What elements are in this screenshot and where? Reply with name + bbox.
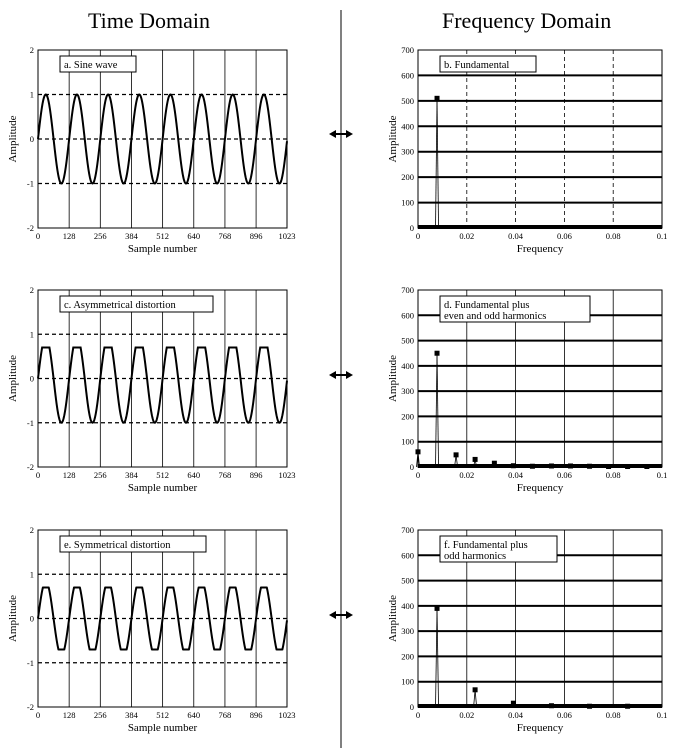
y-tick-label: 500 bbox=[401, 575, 414, 586]
y-axis-label: Amplitude bbox=[387, 115, 399, 163]
x-tick-label: 0.1 bbox=[656, 710, 668, 720]
x-tick-label: 128 bbox=[62, 231, 76, 241]
y-tick-label: 100 bbox=[401, 197, 414, 208]
y-tick-label: 700 bbox=[401, 525, 414, 535]
arrow-head-left bbox=[329, 130, 336, 138]
spectrum-point bbox=[511, 463, 516, 468]
chart-title: a. Sine wave bbox=[64, 60, 118, 71]
x-tick-label: 384 bbox=[125, 470, 138, 480]
x-tick-label: 0.04 bbox=[508, 231, 524, 241]
frequency-domain-heading: Frequency Domain bbox=[442, 8, 612, 33]
x-tick-label: 640 bbox=[187, 470, 201, 480]
spectrum-point bbox=[568, 463, 573, 468]
x-tick-label: 896 bbox=[249, 231, 263, 241]
x-tick-label: 0 bbox=[35, 710, 41, 720]
y-tick-label: 0 bbox=[29, 373, 34, 384]
y-tick-label: 2 bbox=[29, 285, 34, 295]
spectrum-point bbox=[549, 463, 554, 468]
y-tick-label: 100 bbox=[401, 436, 414, 447]
x-tick-label: 512 bbox=[156, 231, 169, 241]
y-tick-label: 600 bbox=[401, 550, 414, 561]
spectrum-point bbox=[530, 464, 535, 469]
y-tick-label: 1 bbox=[29, 89, 34, 100]
x-tick-label: 0.08 bbox=[605, 231, 621, 241]
x-tick-label: 0.04 bbox=[508, 710, 524, 720]
x-axis-label: Frequency bbox=[516, 243, 564, 255]
spectrum-point bbox=[644, 464, 649, 469]
y-axis-label: Amplitude bbox=[7, 115, 19, 163]
x-tick-label: 0.06 bbox=[556, 470, 572, 480]
y-tick-label: 400 bbox=[401, 600, 414, 611]
y-tick-label: 200 bbox=[401, 411, 414, 422]
x-tick-label: 1023 bbox=[278, 710, 296, 720]
x-axis-label: Sample number bbox=[127, 482, 198, 494]
chart-title: d. Fundamental plus bbox=[444, 300, 530, 311]
x-tick-label: 768 bbox=[218, 470, 232, 480]
chart-a bbox=[7, 45, 296, 255]
y-axis-label: Amplitude bbox=[387, 354, 399, 403]
y-tick-label: 0 bbox=[409, 702, 414, 712]
spectrum-point bbox=[454, 452, 459, 457]
y-tick-label: 400 bbox=[401, 121, 414, 132]
arrow-head-left bbox=[329, 371, 336, 379]
y-tick-label: -2 bbox=[26, 702, 34, 712]
x-tick-label: 640 bbox=[187, 231, 201, 241]
x-tick-label: 640 bbox=[187, 710, 201, 720]
y-tick-label: 400 bbox=[401, 360, 414, 371]
spectrum-point bbox=[606, 464, 611, 469]
x-tick-label: 0.1 bbox=[656, 231, 668, 241]
x-tick-label: 0 bbox=[415, 710, 421, 720]
time-domain-heading: Time Domain bbox=[88, 8, 211, 33]
arrow-head-right bbox=[346, 130, 353, 138]
x-tick-label: 384 bbox=[125, 231, 138, 241]
y-tick-label: 0 bbox=[409, 223, 414, 233]
spectrum-point bbox=[473, 687, 478, 692]
y-tick-label: 200 bbox=[401, 651, 414, 662]
y-tick-label: 300 bbox=[401, 626, 414, 637]
x-tick-label: 256 bbox=[93, 710, 107, 720]
arrow-head-right bbox=[346, 371, 353, 379]
spectrum-line bbox=[436, 353, 438, 467]
x-tick-label: 128 bbox=[62, 710, 76, 720]
x-tick-label: 128 bbox=[62, 470, 76, 480]
x-tick-label: 896 bbox=[249, 470, 263, 480]
y-tick-label: 500 bbox=[401, 95, 414, 106]
x-tick-label: 0.06 bbox=[556, 710, 572, 720]
chart-title: e. Symmetrical distortion bbox=[64, 540, 171, 551]
chart-c bbox=[7, 285, 296, 494]
spectrum-point bbox=[435, 606, 440, 611]
y-tick-label: -2 bbox=[26, 462, 34, 472]
x-axis-label: Frequency bbox=[516, 722, 564, 734]
y-axis-label: Amplitude bbox=[7, 594, 19, 643]
x-tick-label: 0.02 bbox=[459, 710, 475, 720]
x-tick-label: 0.08 bbox=[605, 710, 621, 720]
y-tick-label: 200 bbox=[401, 172, 414, 183]
spectrum-point bbox=[587, 464, 592, 469]
y-tick-label: -1 bbox=[26, 178, 34, 189]
y-tick-label: 700 bbox=[401, 285, 414, 295]
y-tick-label: 1 bbox=[29, 329, 34, 340]
y-tick-label: 0 bbox=[409, 462, 414, 472]
spectrum-point bbox=[625, 464, 630, 469]
chart-f bbox=[387, 525, 667, 734]
y-tick-label: 100 bbox=[401, 676, 414, 687]
y-tick-label: 300 bbox=[401, 146, 414, 157]
spectrum-line bbox=[437, 608, 439, 707]
x-tick-label: 0 bbox=[35, 231, 41, 241]
arrow-head-right bbox=[346, 611, 353, 619]
x-tick-label: 0.04 bbox=[508, 470, 524, 480]
spectrum-point bbox=[625, 704, 630, 709]
y-tick-label: 2 bbox=[29, 45, 34, 55]
x-tick-label: 384 bbox=[125, 710, 138, 720]
chart-title: f. Fundamental plus bbox=[444, 540, 528, 551]
y-tick-label: 300 bbox=[401, 386, 414, 397]
y-tick-label: 600 bbox=[401, 310, 414, 321]
x-tick-label: 1023 bbox=[278, 470, 296, 480]
x-tick-label: 0.06 bbox=[556, 231, 572, 241]
spectrum-point bbox=[435, 96, 440, 101]
spectrum-point bbox=[435, 351, 440, 356]
plot-frame bbox=[418, 50, 662, 228]
spectrum-point bbox=[587, 704, 592, 709]
x-tick-label: 512 bbox=[156, 710, 169, 720]
y-tick-label: 2 bbox=[29, 525, 34, 535]
chart-title: even and odd harmonics bbox=[444, 311, 547, 322]
chart-e bbox=[7, 525, 296, 734]
x-tick-label: 1023 bbox=[278, 231, 296, 241]
x-tick-label: 0.02 bbox=[459, 470, 475, 480]
x-axis-label: Sample number bbox=[127, 722, 198, 734]
y-tick-label: 500 bbox=[401, 335, 414, 346]
spectrum-point bbox=[473, 457, 478, 462]
x-tick-label: 0 bbox=[35, 470, 41, 480]
chart-b bbox=[387, 45, 667, 255]
x-tick-label: 256 bbox=[93, 470, 107, 480]
spectrum-point bbox=[549, 703, 554, 708]
y-tick-label: 0 bbox=[29, 134, 34, 144]
x-tick-label: 896 bbox=[249, 710, 263, 720]
spectrum-line bbox=[436, 608, 438, 707]
x-tick-label: 0.1 bbox=[656, 470, 668, 480]
x-tick-label: 768 bbox=[218, 231, 232, 241]
spectrum-line bbox=[437, 353, 439, 467]
y-tick-label: 0 bbox=[29, 613, 34, 624]
x-tick-label: 0.02 bbox=[459, 231, 475, 241]
x-tick-label: 256 bbox=[93, 231, 107, 241]
charts-group bbox=[7, 45, 667, 734]
spectrum-point bbox=[511, 701, 516, 706]
y-axis-label: Amplitude bbox=[387, 594, 399, 643]
spectrum-line bbox=[437, 98, 439, 228]
x-tick-label: 512 bbox=[156, 470, 169, 480]
x-tick-label: 0 bbox=[415, 470, 421, 480]
y-tick-label: 1 bbox=[29, 569, 34, 580]
spectrum-point bbox=[416, 449, 421, 454]
spectrum-point bbox=[492, 461, 497, 466]
chart-d bbox=[387, 285, 667, 494]
y-tick-label: -1 bbox=[26, 417, 34, 428]
y-tick-label: 600 bbox=[401, 70, 414, 81]
chart-title: b. Fundamental bbox=[444, 60, 510, 71]
y-tick-label: 700 bbox=[401, 45, 414, 55]
y-axis-label: Amplitude bbox=[7, 354, 19, 403]
spectrum-line bbox=[436, 98, 438, 228]
x-axis-label: Sample number bbox=[127, 243, 198, 255]
chart-title: odd harmonics bbox=[444, 551, 507, 562]
x-tick-label: 768 bbox=[218, 710, 232, 720]
x-tick-label: 0 bbox=[415, 231, 421, 241]
x-tick-label: 0.08 bbox=[605, 470, 621, 480]
y-tick-label: -2 bbox=[26, 223, 34, 233]
arrow-head-left bbox=[329, 611, 336, 619]
y-tick-label: -1 bbox=[26, 657, 34, 668]
chart-title: c. Asymmetrical distortion bbox=[64, 300, 176, 311]
x-axis-label: Frequency bbox=[516, 482, 564, 494]
